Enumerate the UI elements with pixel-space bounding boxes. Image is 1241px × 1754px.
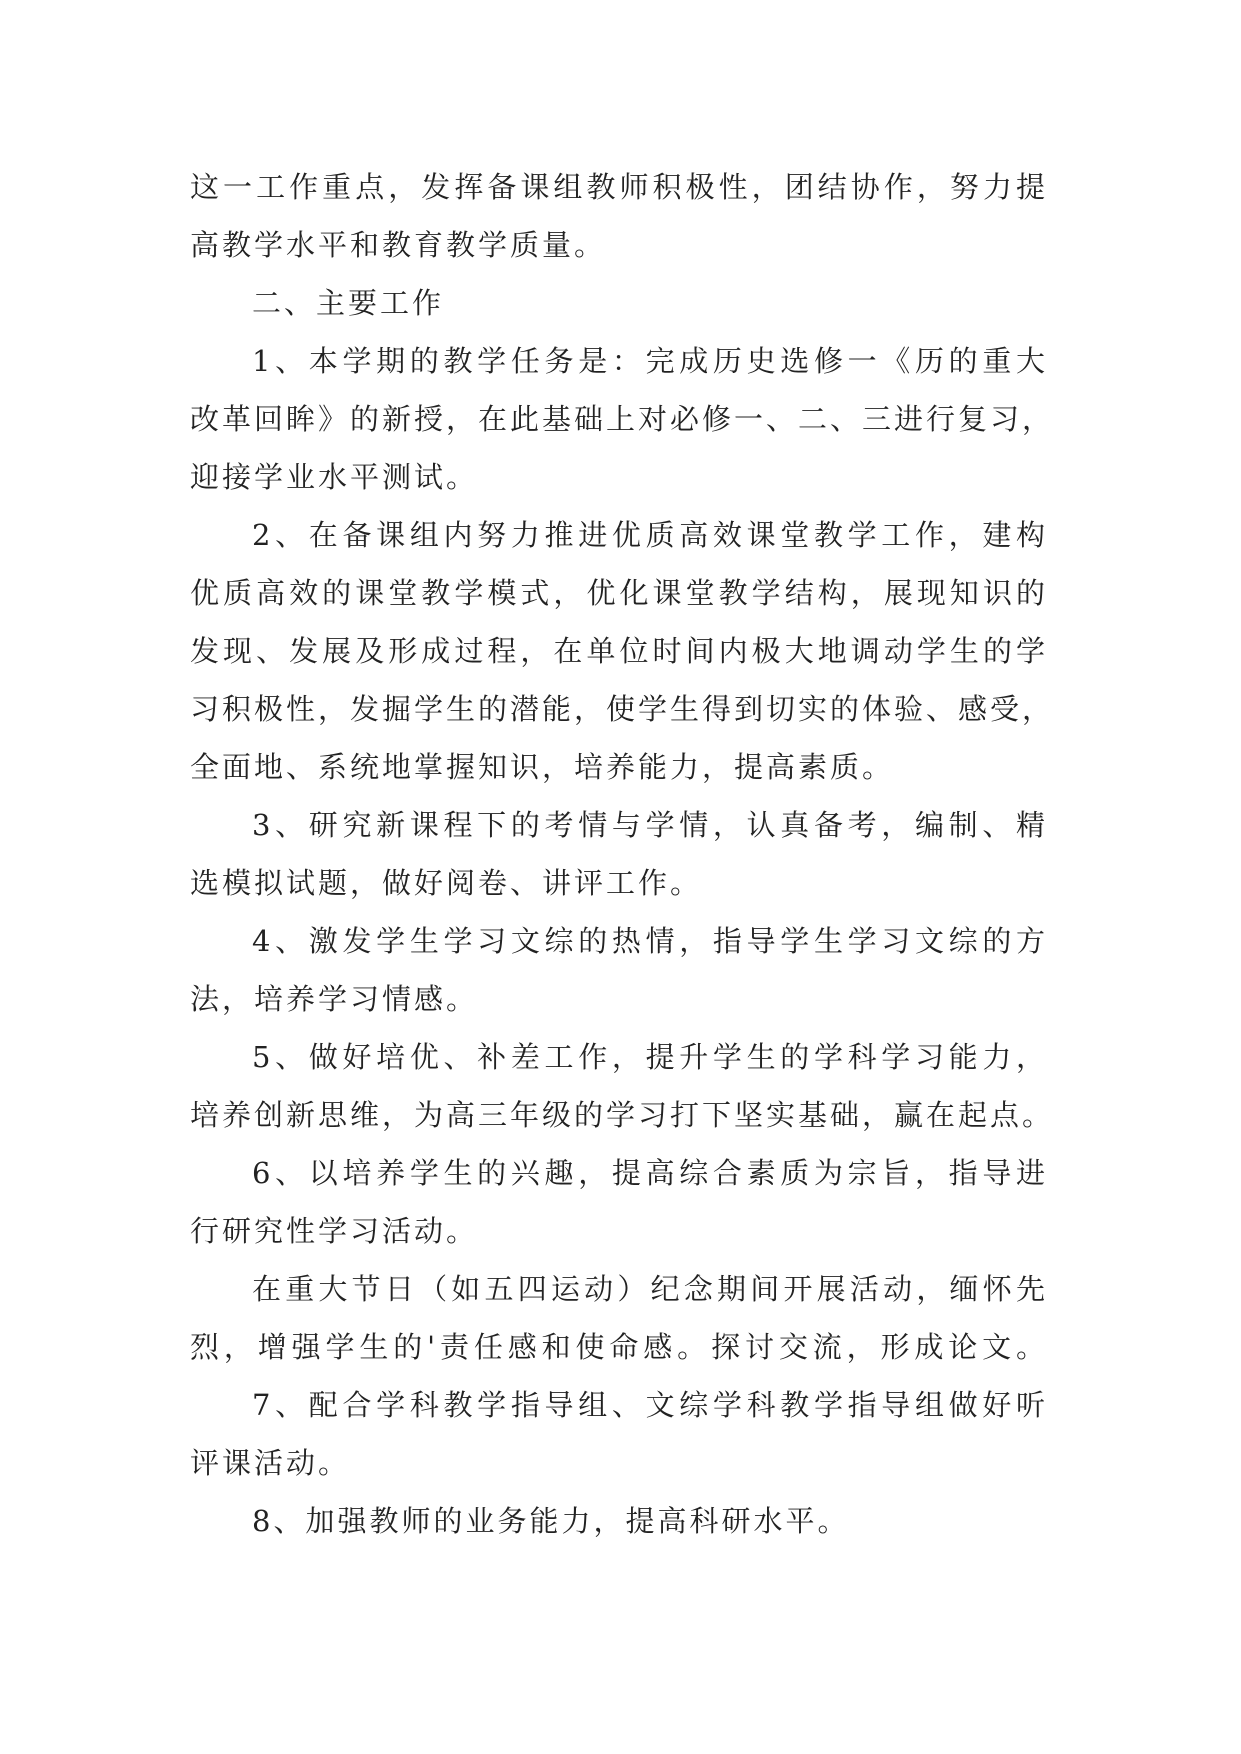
- text-line: 8、加强教师的业务能力，提高科研水平。: [252, 1504, 850, 1538]
- text-line: 选模拟试题，做好阅卷、讲评工作。: [190, 866, 703, 900]
- text-line: 优质高效的课堂教学模式，优化课堂教学结构，展现知识的: [190, 576, 1048, 610]
- text-line: 1、本学期的教学任务是：完成历史选修一《历的重大: [252, 344, 1048, 378]
- text-line: 二、主要工作: [252, 286, 445, 320]
- text-line: 7、配合学科教学指导组、文综学科教学指导组做好听: [252, 1388, 1048, 1422]
- text-line: 这一工作重点，发挥备课组教师积极性，团结协作，努力提: [190, 170, 1048, 204]
- text-line: 改革回眸》的新授，在此基础上对必修一、二、三进行复习，: [190, 402, 1055, 436]
- text-line: 5、做好培优、补差工作，提升学生的学科学习能力，: [252, 1040, 1048, 1074]
- text-line: 行研究性学习活动。: [190, 1214, 479, 1248]
- text-line: 习积极性，发掘学生的潜能，使学生得到切实的体验、感受，: [190, 692, 1055, 726]
- text-line: 迎接学业水平测试。: [190, 460, 479, 494]
- text-line: 3、研究新课程下的考情与学情，认真备考，编制、精: [252, 808, 1048, 842]
- text-line: 烈，增强学生的'责任感和使命感。探讨交流，形成论文。: [190, 1330, 1048, 1364]
- text-line: 发现、发展及形成过程，在单位时间内极大地调动学生的学: [190, 634, 1048, 668]
- text-line: 法，培养学习情感。: [190, 982, 479, 1016]
- text-line: 高教学水平和教育教学质量。: [190, 228, 607, 262]
- text-line: 2、在备课组内努力推进优质高效课堂教学工作，建构: [252, 518, 1048, 552]
- text-line: 在重大节日（如五四运动）纪念期间开展活动，缅怀先: [252, 1272, 1048, 1306]
- document-body: [190, 158, 1055, 1550]
- text-line: 6、以培养学生的兴趣，提高综合素质为宗旨，指导进: [252, 1156, 1048, 1190]
- text-line: 评课活动。: [190, 1446, 351, 1480]
- text-line: 全面地、系统地掌握知识，培养能力，提高素质。: [190, 750, 895, 784]
- text-line: 培养创新思维，为高三年级的学习打下坚实基础，赢在起点。: [190, 1098, 1055, 1132]
- text-line: 4、激发学生学习文综的热情，指导学生学习文综的方: [252, 924, 1048, 958]
